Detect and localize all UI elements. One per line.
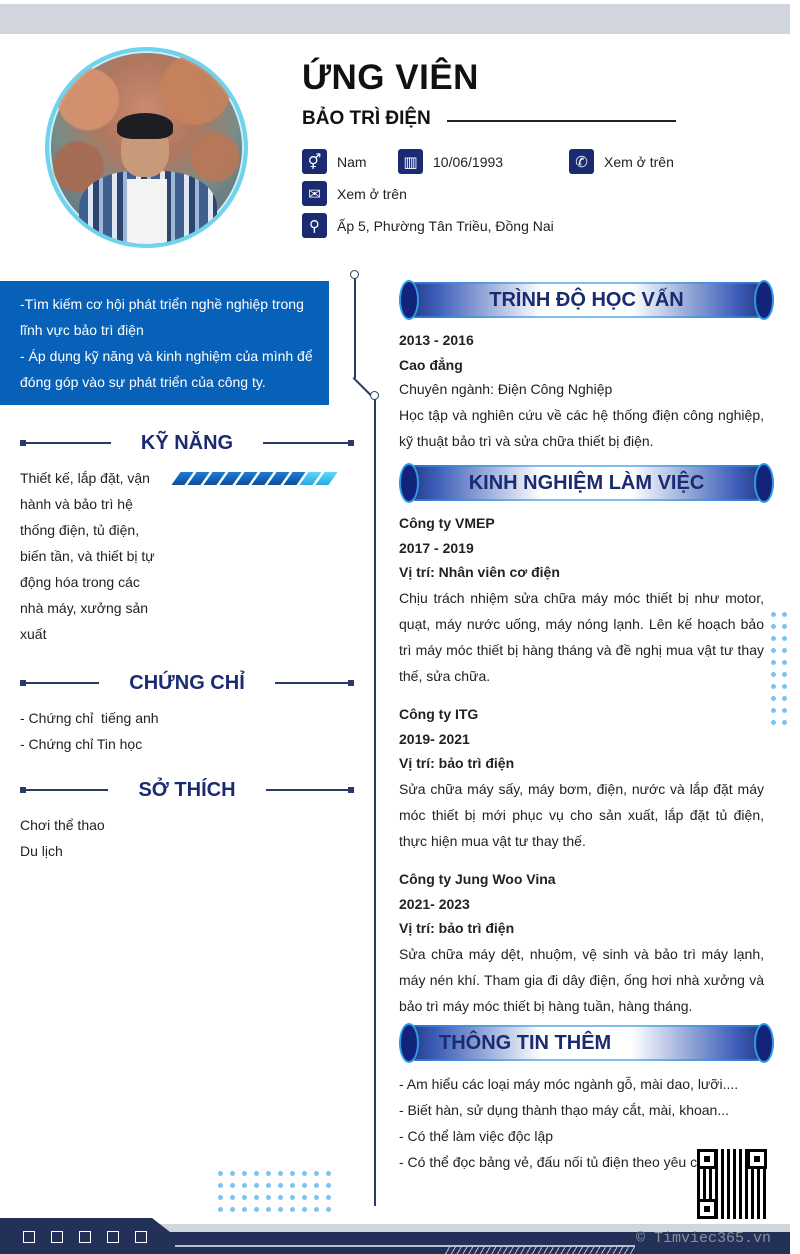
experience-description: Sửa chữa máy dệt, nhuộm, vệ sinh và bảo trì máy lạnh, máy nén khí. Tham gia đi dây điện, ống hơi nhà xưởng và bảo trì máy móc thiết bị hàng tuần, hàng tháng.: [399, 945, 764, 1014]
copyright: © Timviec365.vn: [636, 1230, 772, 1247]
info-address: [302, 213, 554, 238]
certificate-item: - Chứng chỉ Tin học: [20, 736, 143, 752]
education-title: TRÌNH ĐỘ HỌC VẤN: [489, 288, 684, 311]
additional-info-title: THÔNG TIN THÊM: [439, 1031, 612, 1054]
experience-period: 2021- 2023: [399, 895, 470, 912]
info-phone: [569, 149, 674, 174]
title-cap-left: [401, 1025, 417, 1061]
info-gender: [302, 149, 367, 174]
additional-info-item: - Có thể làm việc độc lập: [399, 1128, 554, 1144]
title-rule: [26, 442, 111, 444]
section-title-skills: [20, 431, 354, 455]
section-title-experience: [399, 465, 774, 501]
phone-value: Xem ở trên: [604, 153, 674, 170]
title-cap-right: [756, 465, 772, 501]
square-icon: [51, 1231, 63, 1243]
experience-period: 2019- 2021: [399, 730, 470, 747]
qr-finder: [747, 1149, 767, 1169]
experience-item: [399, 867, 764, 1019]
qr-finder: [697, 1199, 717, 1219]
timeline-node-mid: [370, 391, 379, 400]
experience-description: Sửa chữa máy sấy, máy bơm, điện, nước và lắp đặt máy móc thiết bị mới phục vụ cho sản xuất, lắp đặt tủ điện, thực hiện mua vật tư thay thế.: [399, 780, 764, 849]
title-cap-left: [401, 465, 417, 501]
hobby-item: Du lịch: [20, 843, 63, 859]
gender-icon: ⚥: [302, 149, 327, 174]
square-icon: [79, 1231, 91, 1243]
title-cap-left: [401, 282, 417, 318]
title-cap-right: [756, 1025, 772, 1061]
title-rule: [263, 442, 348, 444]
experience-item: [399, 702, 764, 854]
title-bullet: [348, 680, 354, 686]
experience-company: Công ty VMEP: [399, 515, 495, 531]
qr-finder: [697, 1149, 717, 1169]
square-icon: [107, 1231, 119, 1243]
timeline-node-top: [350, 270, 359, 279]
location-pin-icon: ⚲: [302, 213, 327, 238]
section-title-certificates: [20, 671, 354, 695]
job-title: BẢO TRÌ ĐIỆN: [302, 108, 431, 129]
title-cap-right: [756, 282, 772, 318]
experience-company: Công ty ITG: [399, 706, 479, 722]
title-bullet: [348, 440, 354, 446]
job-title-divider: [447, 120, 676, 122]
timeline-line-top: [354, 274, 356, 378]
experience-position: Vị trí: bảo trì điện: [399, 920, 515, 936]
avatar-tshirt: [127, 179, 167, 248]
experience-period: 2017 - 2019: [399, 539, 474, 556]
info-email: [302, 181, 407, 206]
birthday-value: 10/06/1993: [433, 153, 504, 170]
envelope-icon: ✉: [302, 181, 327, 206]
avatar: [45, 47, 248, 248]
decorative-dots-vertical: [771, 612, 787, 725]
experience-item: [399, 511, 764, 689]
gender-value: Nam: [337, 153, 367, 170]
skill-level-bar: [176, 472, 333, 485]
education-period: 2013 - 2016: [399, 332, 474, 348]
objective-line: - Áp dụng kỹ năng và kinh nghiệm của mình để đóng góp vào sự phát triển của công ty.: [20, 348, 313, 390]
top-band: [0, 4, 790, 34]
candidate-name: ỨNG VIÊN: [302, 58, 479, 97]
title-rule: [266, 789, 348, 791]
career-objective: [0, 281, 329, 405]
info-birthday: [398, 149, 503, 174]
email-value: Xem ở trên: [337, 185, 407, 202]
experience-title: KINH NGHIỆM LÀM VIỆC: [468, 471, 705, 494]
title-rule: [26, 682, 99, 684]
footer-squares: [23, 1231, 147, 1243]
education-degree: Cao đẳng: [399, 356, 463, 373]
objective-line: -Tìm kiếm cơ hội phát triển nghề nghiệp trong lĩnh vực bảo trì điện: [20, 296, 304, 338]
additional-info-item: - Có thể đọc bảng vẻ, đấu nối tủ điện theo yêu c: [399, 1154, 698, 1170]
avatar-hair: [117, 113, 173, 139]
timeline-line-main: [374, 398, 376, 1206]
title-rule: [26, 789, 108, 791]
experience-company: Công ty Jung Woo Vina: [399, 871, 556, 887]
education-description: Học tập và nghiên cứu về các hệ thống điện công nghiệp, kỹ thuật bảo trì và sửa chữa thiết bị điện.: [399, 406, 764, 449]
skills-title: KỸ NĂNG: [140, 431, 234, 454]
title-bullet: [348, 787, 354, 793]
certificate-item: - Chứng chỉ tiếng anh: [20, 710, 159, 726]
square-icon: [135, 1231, 147, 1243]
skill-item-text: Thiết kế, lắp đặt, vận hành và bảo trì hệ thống điện, tủ điện, biến tần, và thiết bị tự động hóa trong các nhà máy, xưởng sản xuất: [20, 470, 155, 642]
certificates-title: CHỨNG CHỈ: [129, 671, 245, 694]
experience-position: Vị trí: bảo trì điện: [399, 755, 515, 771]
education-major: Chuyên ngành: Điện Công Nghiệp: [399, 381, 613, 397]
hobby-item: Chơi thể thao: [20, 817, 105, 833]
address-value: Ấp 5, Phường Tân Triều, Đồng Nai: [337, 217, 554, 234]
decorative-dots-horizontal: [218, 1171, 331, 1212]
birthday-cake-icon: ▥: [398, 149, 423, 174]
qr-code[interactable]: [697, 1149, 767, 1219]
section-title-hobbies: [20, 778, 354, 802]
experience-position: Vị trí: Nhân viên cơ điện: [399, 564, 560, 580]
title-rule: [275, 682, 348, 684]
experience-description: Chịu trách nhiệm sửa chữa máy móc thiết bị như motor, quạt, máy nước uống, máy nóng lạnh. Lên kế hoạch bảo trì máy móc thiết bị hàng tháng và đề nghị mua vật tư thay thế, sửa chữa.: [399, 589, 764, 684]
additional-info-item: - Biết hàn, sử dụng thành thạo máy cắt, mài, khoan...: [399, 1102, 730, 1118]
hobbies-list: [20, 812, 105, 864]
section-title-additional-info: [399, 1025, 774, 1061]
certificates-list: [20, 705, 159, 757]
education-item: [399, 328, 764, 454]
additional-info-item: - Am hiểu các loại máy móc ngành gỗ, mài dao, lưỡi....: [399, 1076, 739, 1092]
square-icon: [23, 1231, 35, 1243]
section-title-education: [399, 282, 774, 318]
phone-icon: ✆: [569, 149, 594, 174]
footer: [0, 1218, 790, 1254]
hobbies-title: SỞ THÍCH: [138, 778, 236, 801]
footer-hatch-pattern: [445, 1246, 635, 1254]
